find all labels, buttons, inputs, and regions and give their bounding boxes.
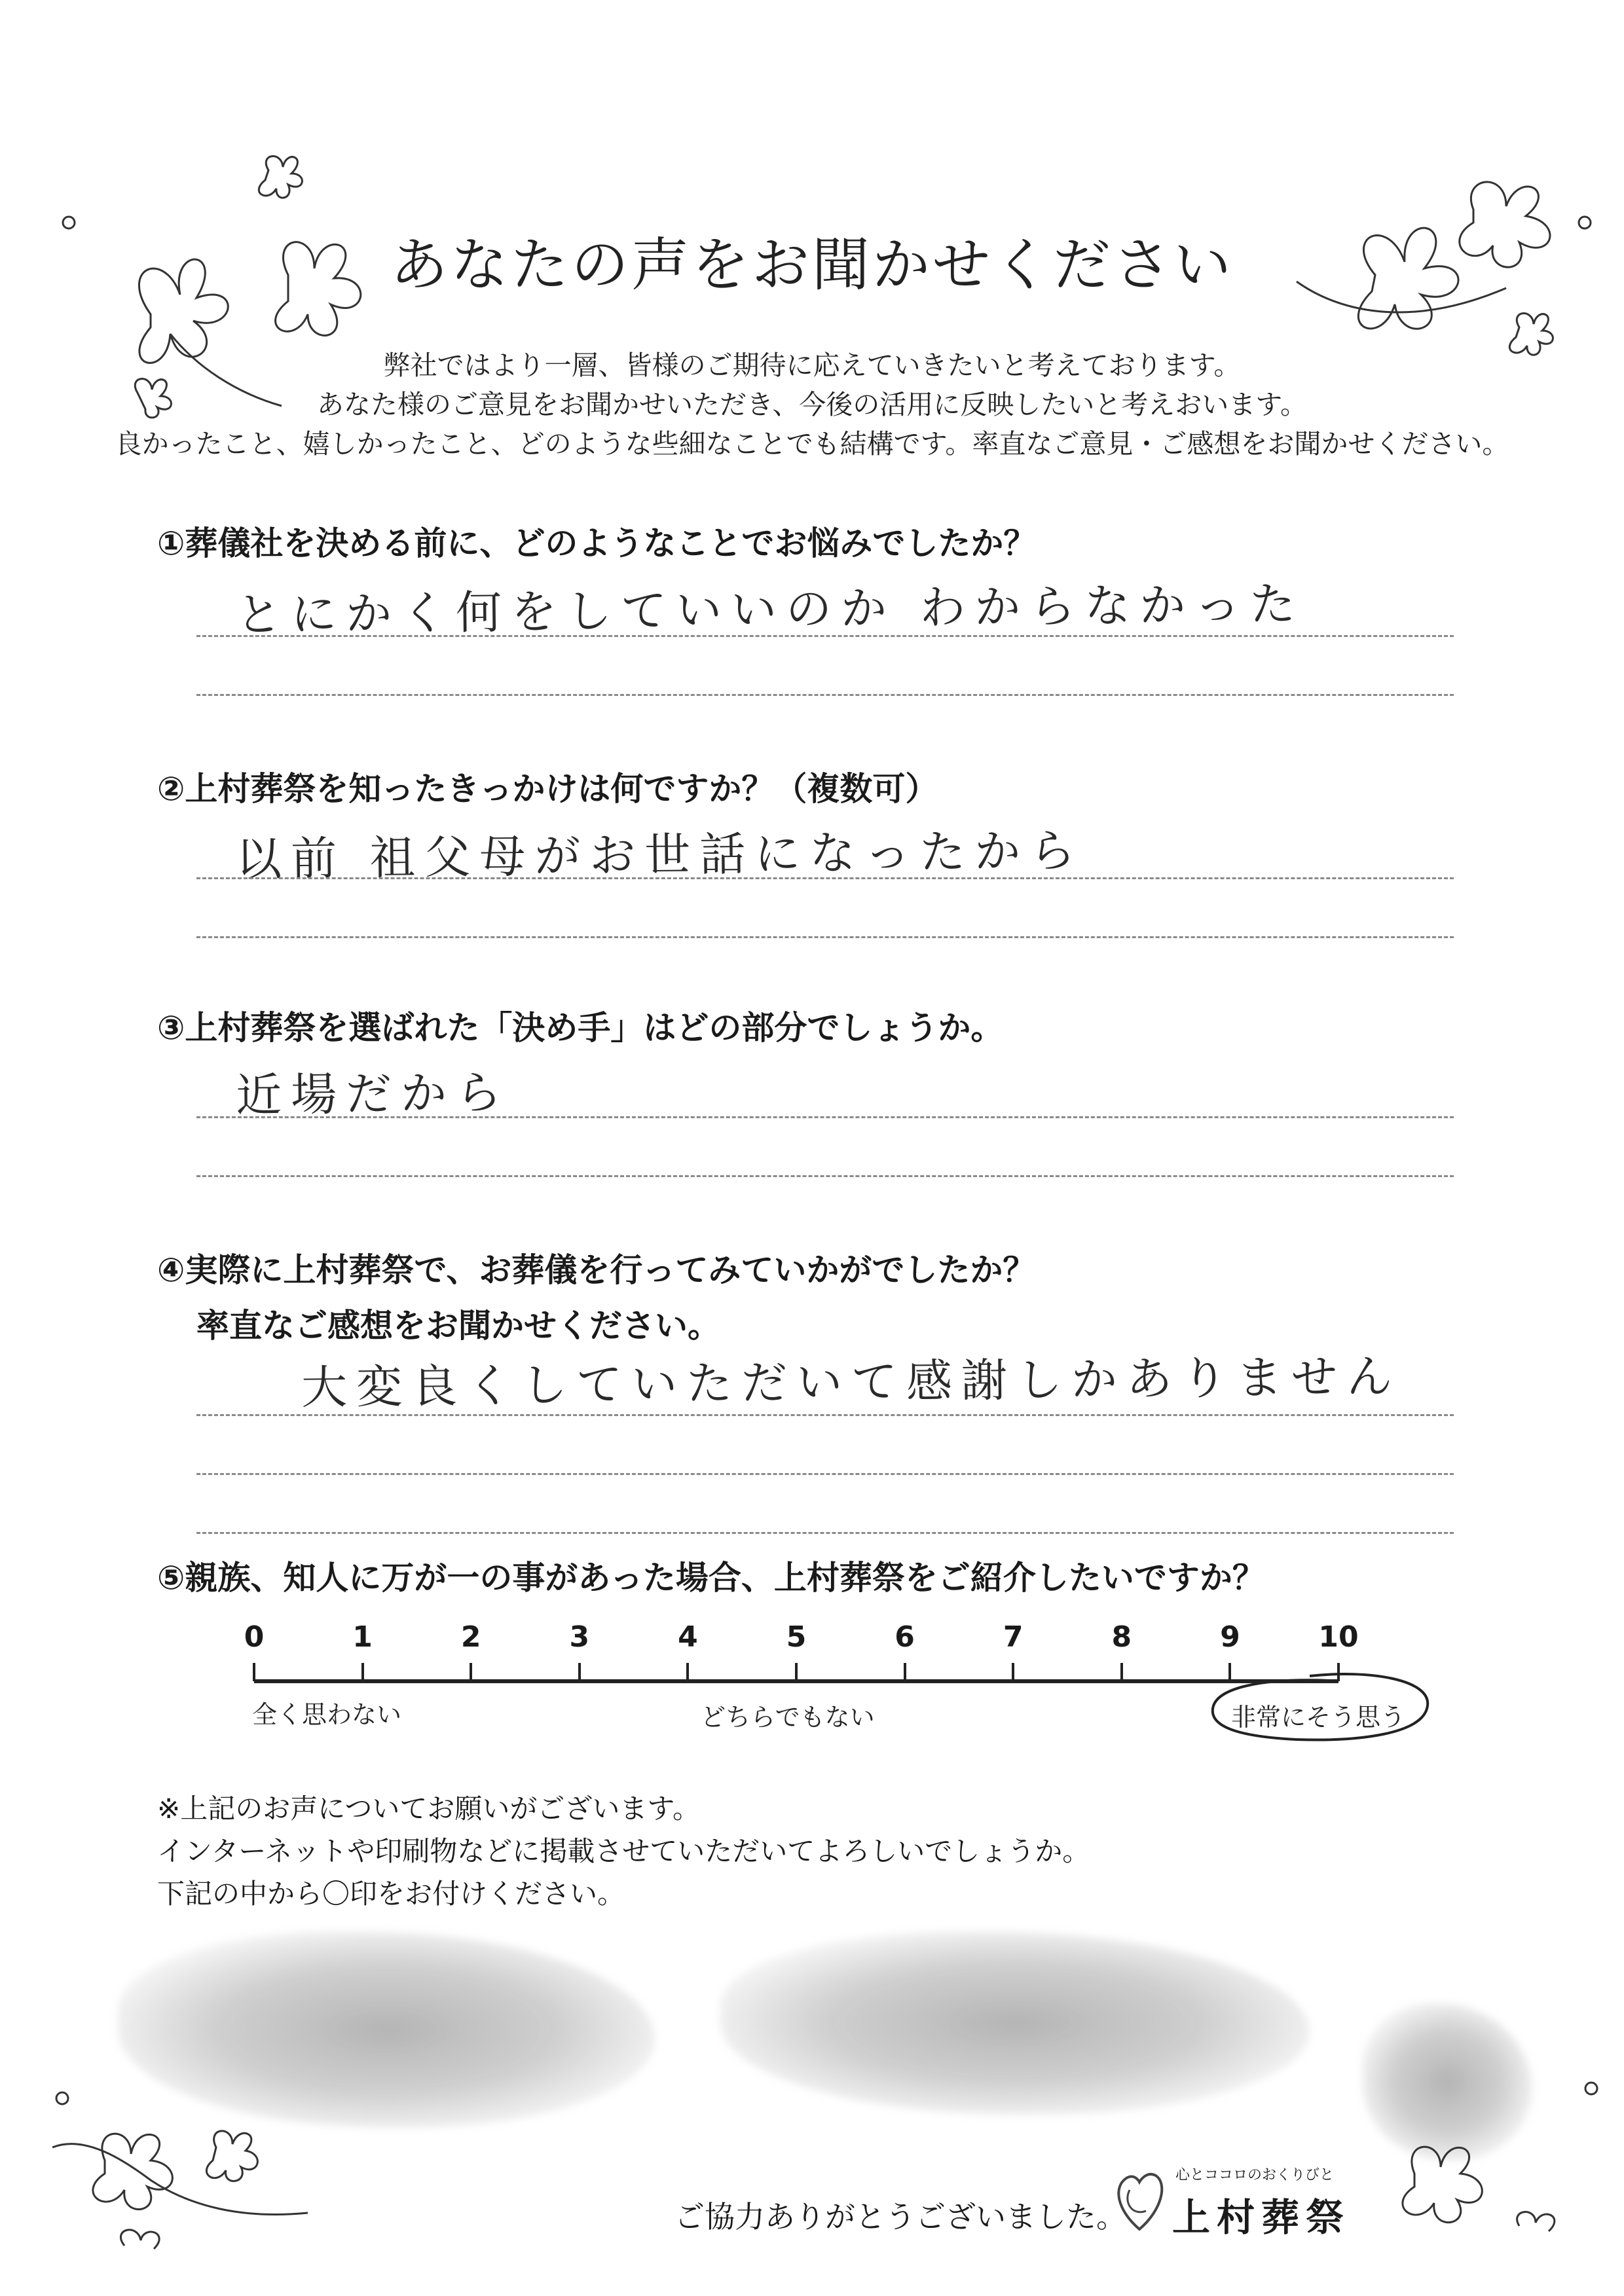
scale-tick — [904, 1663, 906, 1681]
scale-number: 7 — [1003, 1620, 1024, 1654]
scale-number: 0 — [244, 1620, 265, 1654]
answer-line — [196, 694, 1454, 696]
note-line-3: 下記の中から〇印をお付けください。 — [157, 1878, 625, 1910]
note-line-1: ※上記のお声についてお願いがございます。 — [157, 1793, 700, 1825]
scale-tick — [795, 1663, 798, 1681]
page-title: あなたの声をお聞かせください — [390, 231, 1234, 299]
answer-line — [196, 1175, 1454, 1177]
answer-line — [196, 1116, 1454, 1118]
scale-tick — [686, 1663, 689, 1681]
scale-number: 2 — [460, 1620, 481, 1654]
brand-tagline: 心とココロのおくりびと — [1175, 2167, 1335, 2183]
redacted-area-right — [720, 1931, 1310, 2115]
scale-number: 6 — [895, 1620, 915, 1654]
intro-line-3: 良かったこと、嬉しかったこと、どのような些細なことでも結構です。率直なご意見・ご感想をお聞かせください。 — [115, 428, 1509, 460]
scale-tick — [470, 1663, 472, 1681]
question-5: ⑤親族、知人に万が一の事があった場合、上村葬祭をご紹介したいですか？ — [157, 1559, 1265, 1597]
thanks-message: ご協力ありがとうございました。 — [674, 2199, 1126, 2234]
scale-number: 3 — [569, 1620, 590, 1654]
intro-line-2: あなた様のご意見をお聞かせいただき、今後の活用に反映したいと考えおいます。 — [316, 389, 1308, 420]
question-2: ②上村葬祭を知ったきっかけは何ですか？（複数可） — [157, 770, 938, 808]
clover-decoration-bottom-left — [46, 2069, 321, 2265]
note-line-2: インターネットや印刷物などに掲載させていただいてよろしいでしょうか。 — [157, 1835, 1090, 1867]
scale-number: 5 — [786, 1620, 807, 1654]
scale-tick — [253, 1663, 255, 1681]
scale-tick — [1012, 1663, 1014, 1681]
question-3: ③上村葬祭を選ばれた「決め手」はどの部分でしょうか。 — [157, 1009, 1004, 1047]
answer-3: 近場だから — [235, 1065, 511, 1123]
question-1: ①葬儀社を決める前に、どのようなことでお悩みでしたか？ — [157, 524, 1037, 562]
heart-logo-icon — [1110, 2164, 1169, 2236]
intro-line-1: 弊社ではより一層、皆様のご期待に応えていきたいと考えております。 — [383, 350, 1241, 381]
scale-tick — [361, 1663, 364, 1681]
answer-line — [196, 635, 1454, 637]
scale-number: 1 — [352, 1620, 373, 1654]
answer-line — [196, 1473, 1454, 1475]
answer-2: 以前 祖父母がお世話になったから — [235, 824, 1085, 886]
answer-line — [196, 1532, 1454, 1534]
scale-label-low: 全く思わない — [252, 1700, 402, 1729]
question-4-subtext: 率直なご感想をお聞かせください。 — [196, 1307, 720, 1345]
answer-line — [196, 877, 1454, 879]
scale-number: 9 — [1220, 1620, 1240, 1654]
scale-tick — [578, 1663, 581, 1681]
scale-label-mid: どちらでもない — [701, 1703, 875, 1732]
scale-number: 8 — [1111, 1620, 1132, 1654]
answer-line — [196, 1414, 1454, 1416]
selected-circle-mark — [1205, 1666, 1441, 1751]
scale-number: 10 — [1318, 1620, 1359, 1654]
scale-number: 4 — [678, 1620, 698, 1654]
answer-4: 大変良くしていただいて感謝しかありません — [301, 1349, 1402, 1415]
scale-tick — [1120, 1663, 1123, 1681]
answer-line — [196, 936, 1454, 938]
clover-decoration-bottom-right — [1369, 2062, 1604, 2259]
scale-label-high: 非常にそう思う — [1231, 1703, 1406, 1732]
question-4: ④実際に上村葬祭で、お葬儀を行ってみていかがでしたか？ — [157, 1251, 1036, 1289]
brand-logo-text: 上村葬祭 — [1172, 2195, 1351, 2240]
answer-1: とにかく何をしていいのか わからなかった — [235, 577, 1305, 642]
